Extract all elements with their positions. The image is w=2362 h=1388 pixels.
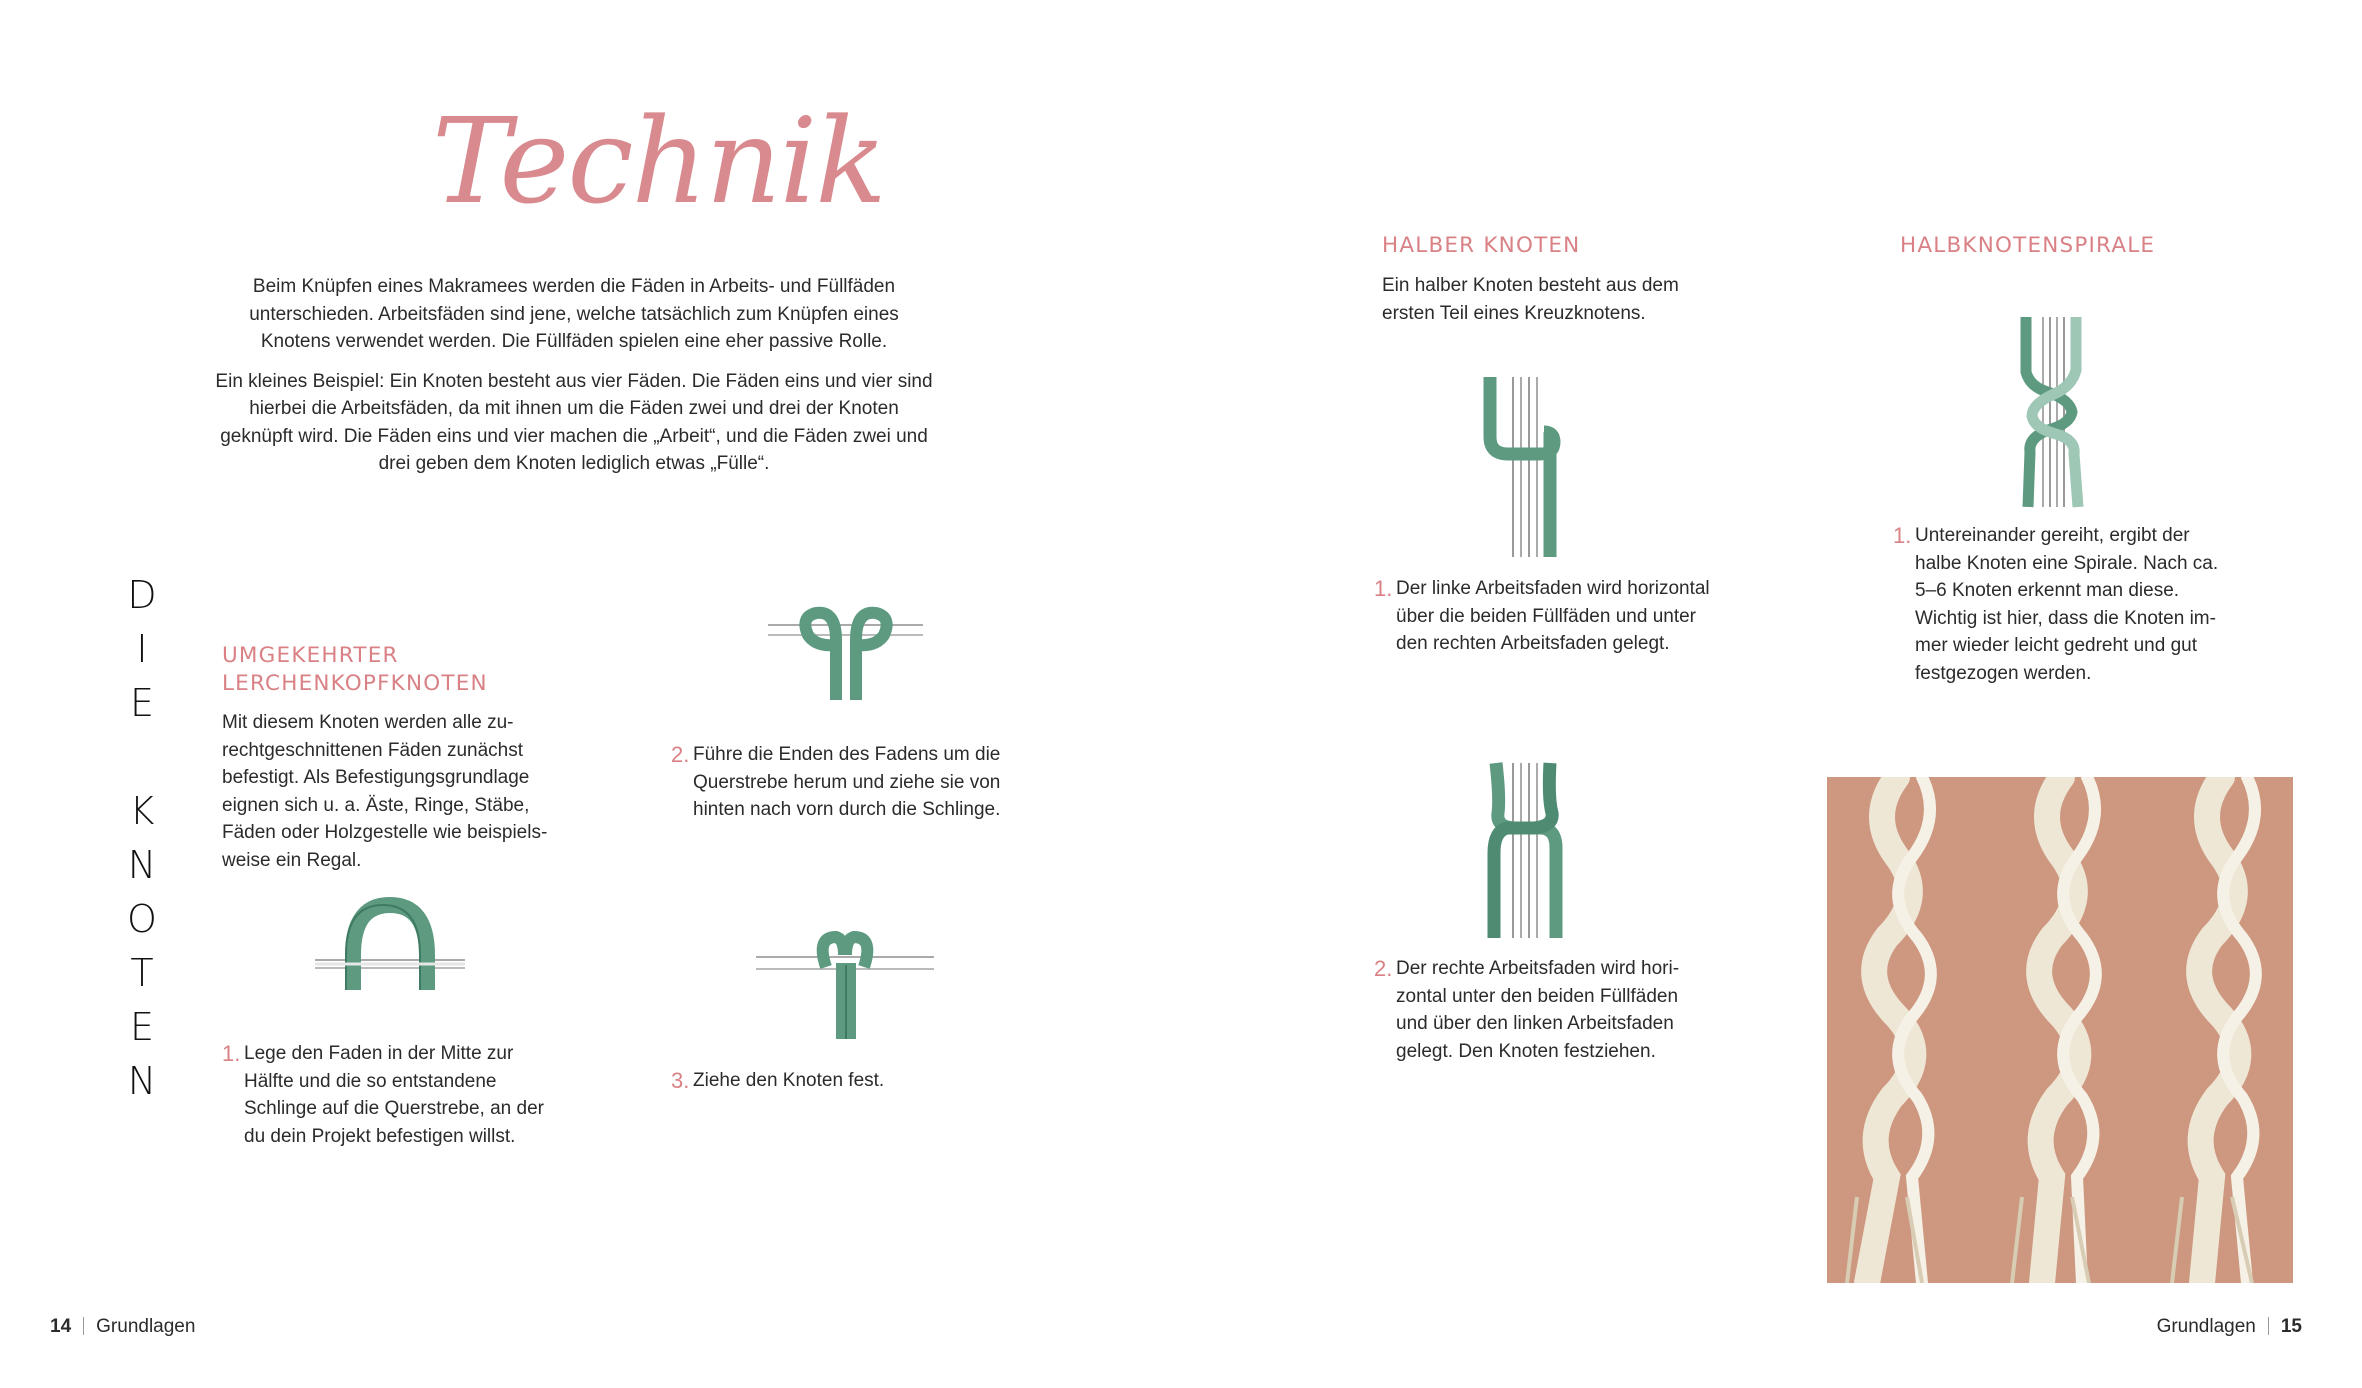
halber-knoten-step1 (1374, 575, 1714, 658)
step-text: Untereinander gereiht, ergibt der halbe Knoten eine Spirale. Nach ca. 5–6 Knoten erkennt man diese. Wichtig ist hier, dass die Knoten im-mer wieder leicht gedreht und gut festgezogen werden. (1915, 525, 2219, 684)
lerchenkopf-step3 (671, 1067, 1001, 1095)
footer-label-right: Grundlagen (2156, 1316, 2256, 1337)
vertical-letter: K (129, 789, 155, 833)
step-number: 2. (1374, 956, 1393, 981)
step-text: Lege den Faden in der Mitte zur Hälfte und die so entstandene Schlinge auf die Querstrebe, an der du dein Projekt befestigen willst. (244, 1043, 544, 1147)
lerchenkopf-step3-illustration (756, 925, 936, 1045)
spirale-step1 (1893, 522, 2233, 687)
step-number: 3. (671, 1068, 690, 1093)
step-number: 1. (1374, 576, 1393, 601)
step-text: Ziehe den Knoten fest. (693, 1070, 885, 1091)
vertical-letter: O (127, 897, 157, 941)
vertical-letter: E (129, 681, 154, 725)
lerchenkopf-heading (222, 642, 562, 697)
footer-label-left: Grundlagen (96, 1316, 196, 1337)
step-text: Der rechte Arbeitsfaden wird hori-zontal unter den beiden Füllfäden und über den linken Arbeitsfaden gelegt. Den Knoten festziehen. (1396, 958, 1680, 1062)
intro-paragraph-1: Beim Knüpfen eines Makramees werden die Fäden in Arbeits- und Füllfäden unterschieden. Arbeitsfäden sind jene, welche tatsächlich zum Knüpfen eines Knotens verwendet werden. Die Füllfäden spielen eine eher passive Rolle. (249, 276, 899, 352)
halber-knoten-step2-illustration (1468, 758, 1588, 948)
vertical-letter: E (129, 1005, 154, 1049)
intro-paragraph-2: Ein kleines Beispiel: Ein Knoten besteht aus vier Fäden. Die Fäden eins und vier sind hierbei die Arbeitsfäden, da mit ihnen um die Fäden zwei und drei der Knoten geknüpft wird. Die Fäden eins und vier machen die „Arbeit“, und die Fäden zwei und drei geben dem Knoten lediglich etwas „Fülle“. (215, 370, 933, 474)
lerchenkopf-heading-line2: LERCHENKOPFKNOTEN (222, 670, 488, 696)
vertical-gap (122, 730, 162, 784)
step-text: Der linke Arbeitsfaden wird horizontal über die beiden Füllfäden und unter den rechten Arbeitsfaden gelegt. (1396, 578, 1710, 654)
spirale-heading: HALBKNOTENSPIRALE (1900, 233, 2156, 258)
intro-text (212, 273, 936, 490)
lerchenkopf-step1 (222, 1040, 562, 1150)
footer-right (2157, 1316, 2302, 1338)
halber-knoten-step1-illustration (1468, 372, 1588, 562)
footer-left (50, 1316, 195, 1338)
vertical-letter: I (136, 627, 148, 671)
lerchenkopf-description: Mit diesem Knoten werden alle zu-rechtgeschnittenen Fäden zunächst befestigt. Als Befestigungsgrundlage eignen sich u. a. Äste, Ringe, Stäbe, Fäden oder Holzgestelle wie beispiels-weise ein Regal. (222, 712, 548, 871)
lerchenkopf-step2-illustration (768, 605, 928, 705)
page-title: Technik (432, 92, 885, 230)
halber-knoten-heading: HALBER KNOTEN (1382, 233, 1581, 258)
halber-knoten-step2 (1374, 955, 1714, 1065)
page-number-left: 14 (50, 1316, 72, 1337)
vertical-letter: N (127, 843, 157, 887)
lerchenkopf-step2 (671, 741, 1001, 824)
footer-separator (83, 1317, 84, 1335)
vertical-letter: N (127, 1059, 157, 1103)
halber-knoten-description: Ein halber Knoten besteht aus dem ersten Teil eines Kreuzknotens. (1382, 275, 1679, 324)
vertical-section-title (122, 568, 162, 1108)
spirale-illustration (2010, 312, 2100, 512)
lerchenkopf-step1-illustration (315, 900, 475, 1010)
step-text: Führe die Enden des Fadens um die Querstrebe herum und ziehe sie von hinten nach vorn durch die Schlinge. (693, 744, 1001, 820)
lerchenkopf-heading-line1: UMGEKEHRTER (222, 643, 399, 668)
step-number: 2. (671, 742, 690, 767)
spiral-knot-photo (1827, 777, 2293, 1283)
footer-separator (2268, 1317, 2269, 1335)
page-number-right: 15 (2280, 1316, 2302, 1337)
vertical-letter: T (130, 951, 154, 995)
step-number: 1. (222, 1041, 241, 1066)
vertical-letter: D (127, 573, 157, 617)
step-number: 1. (1893, 523, 1912, 548)
